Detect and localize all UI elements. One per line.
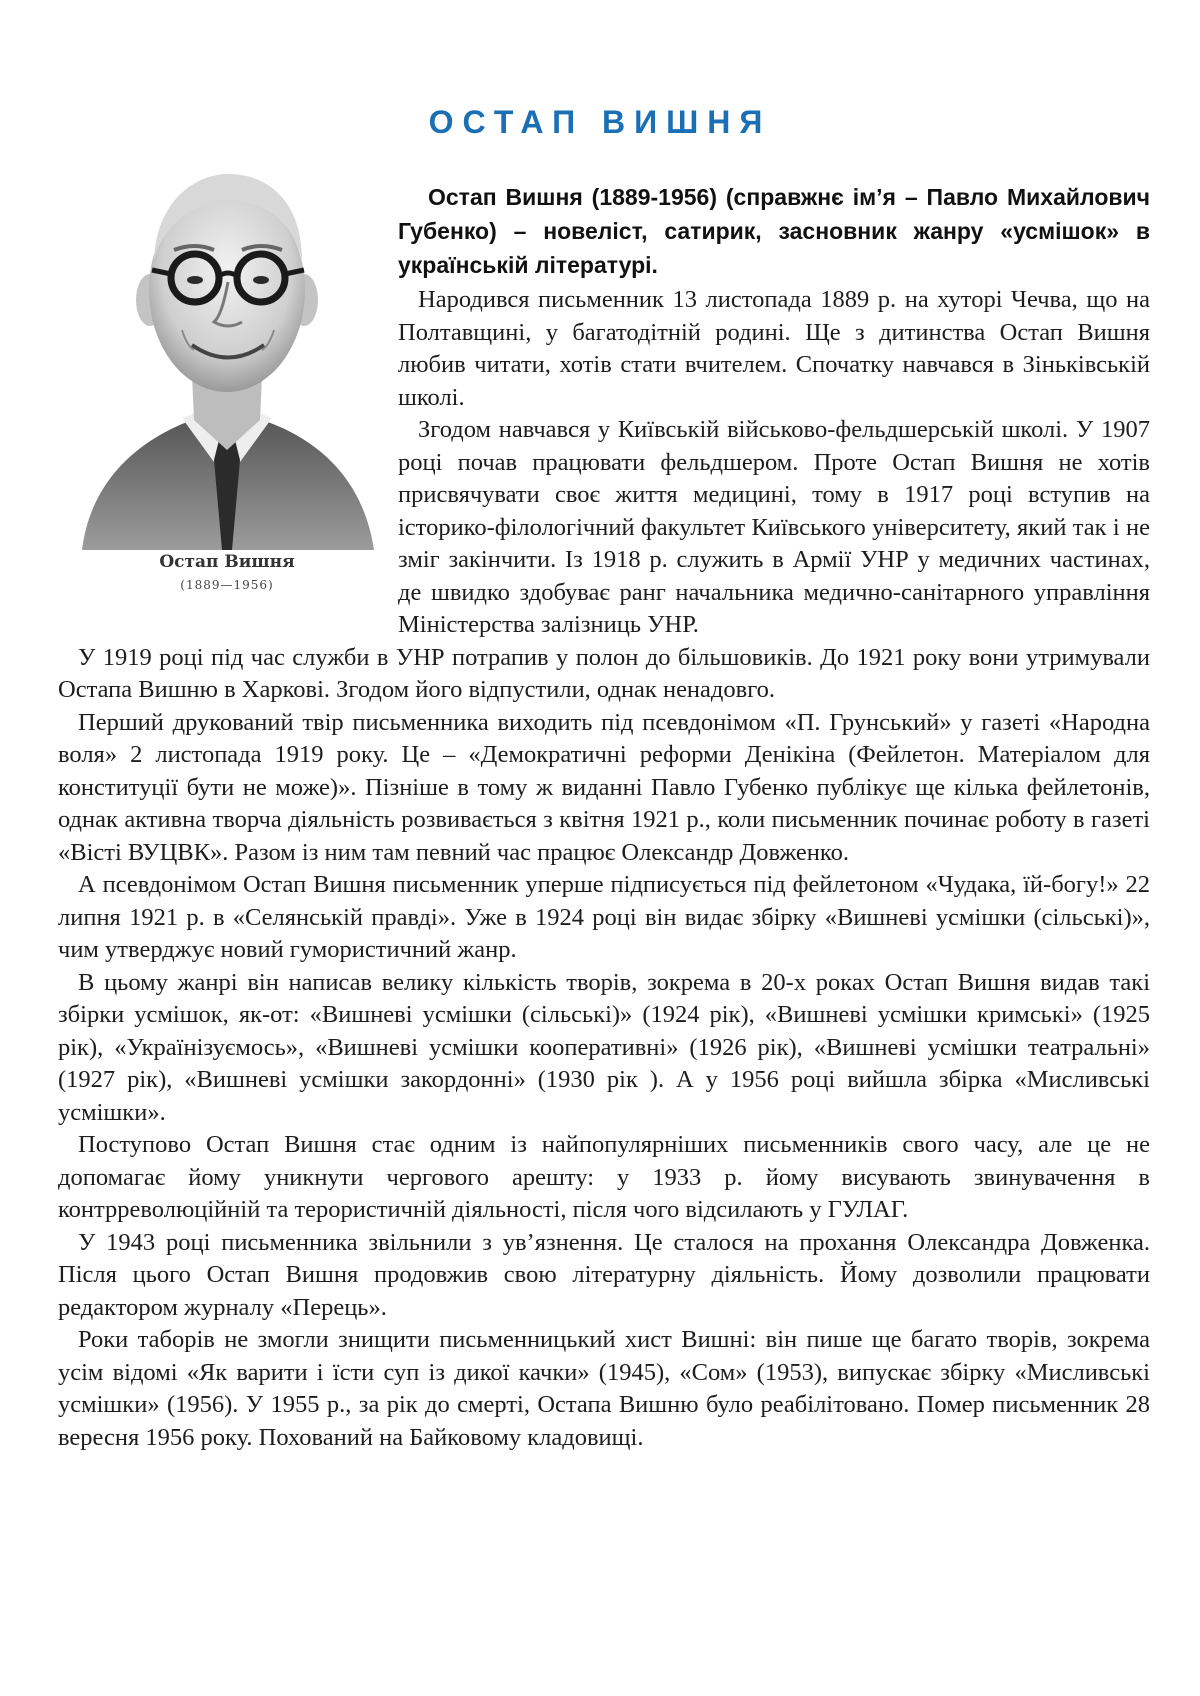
article-body xyxy=(58,180,1150,1454)
paragraph: Роки таборів не змогли знищити письменницький хист Вишні: він пише ще багато творів, зокрема усім відомі «Як варити і їсти суп із дикої качки» (1945), «Сом» (1953), випускає збірку «Мисливські усмішки» (1956). У 1955 р., за рік до смерті, Остапа Вишню було реабілітовано. Помер письменник 28 вересня 1956 року. Похований на Байковому кладовищі. xyxy=(58,1326,1150,1451)
page-title: ОСТАП ВИШНЯ xyxy=(428,104,772,140)
paragraph: А псевдонімом Остап Вишня письменник уперше підписується під фейлетоном «Чудака, їй-богу!» 22 липня 1921 р. в «Селянській правді». Уже в 1924 році він видає збірку «Вишневі усмішки (сільські)», чим утверджує новий гумористичний жанр. xyxy=(58,871,1150,963)
paragraph: У 1919 році під час служби в УНР потрапив у полон до більшовиків. До 1921 року вони утримували Остапа Вишню в Харкові. Згодом його відпустили, однак ненадовго. xyxy=(58,643,1150,703)
portrait-caption-years: (1889—1956) xyxy=(180,578,274,592)
paragraph: Поступово Остап Вишня стає одним із найпопулярніших письменників свого часу, але це не допомагає йому уникнути чергового арешту: у 1933 р. йому висувають звинувачення в контрреволюційній та терористичній діяльності, після чого відсилають у ГУЛАГ. xyxy=(58,1131,1150,1223)
paragraph: Народився письменник 13 листопада 1889 р. на хуторі Чечва, що на Полтавщині, у багатодітній родині. Ще з дитинства Остап Вишня любив читати, хотів стати вчителем. Спочатку навчався в Зіньківській школі. xyxy=(398,286,1150,411)
paragraph: В цьому жанрі він написав велику кількість творів, зокрема в 20-х роках Остап Вишня видав такі збірки усмішок, як-от: «Вишневі усмішки (сільські)» (1924 рік), «Вишневі усмішки кримські» (1925 рік), «Українізуємось», «Вишневі усмішки кооперативні» (1926 рік), «Вишневі усмішки театральні» (1927 рік), «Вишневі усмішки закордонні» (1930 рік ). А у 1956 році вийшла збірка «Мисливські усмішки». xyxy=(58,968,1150,1126)
portrait-caption-name: Остап Вишня xyxy=(159,552,295,572)
lead-paragraph: Остап Вишня (1889-1956) (справжнє ім’я – Павло Михайлович Губенко) – новеліст, сатирик, засновник жанру «усмішок» в українській літературі. xyxy=(398,184,1150,278)
paragraph: Перший друкований твір письменника виходить під псевдонімом «П. Грунський» у газеті «Народна воля» 2 листопада 1919 року. Це – «Демократичні реформи Денікіна (Фейлетон. Матеріалом для конституції бути не може)». Пізніше в тому ж виданні Павло Губенко публікує ще кілька фейлетонів, однак активна творча діяльність розвивається з квітня 1921 р., коли письменник починає роботу в газеті «Вісті ВУЦВК». Разом із ним там певний час працює Олександр Довженко. xyxy=(58,708,1150,866)
paragraph: Згодом навчався у Київській військово-фельдшерській школі. У 1907 році почав працювати фельдшером. Проте Остап Вишня не хотів присвячувати своє життя медицині, тому в 1917 році вступив на історико-філологічний факультет Київського університету, який так і не зміг закінчити. Із 1918 р. служить в Армії УНР у медичних частинах, де швидко здобуває ранг начальника медично-санітарного управління Міністерства залізниць УНР. xyxy=(398,416,1150,638)
paragraph: У 1943 році письменника звільнили з ув’язнення. Це сталося на прохання Олександра Довженка. Після цього Остап Вишня продовжив свою літературну діяльність. Йому дозволили працювати редактором журналу «Перець». xyxy=(58,1228,1150,1321)
portrait-float-spacer xyxy=(58,180,398,624)
